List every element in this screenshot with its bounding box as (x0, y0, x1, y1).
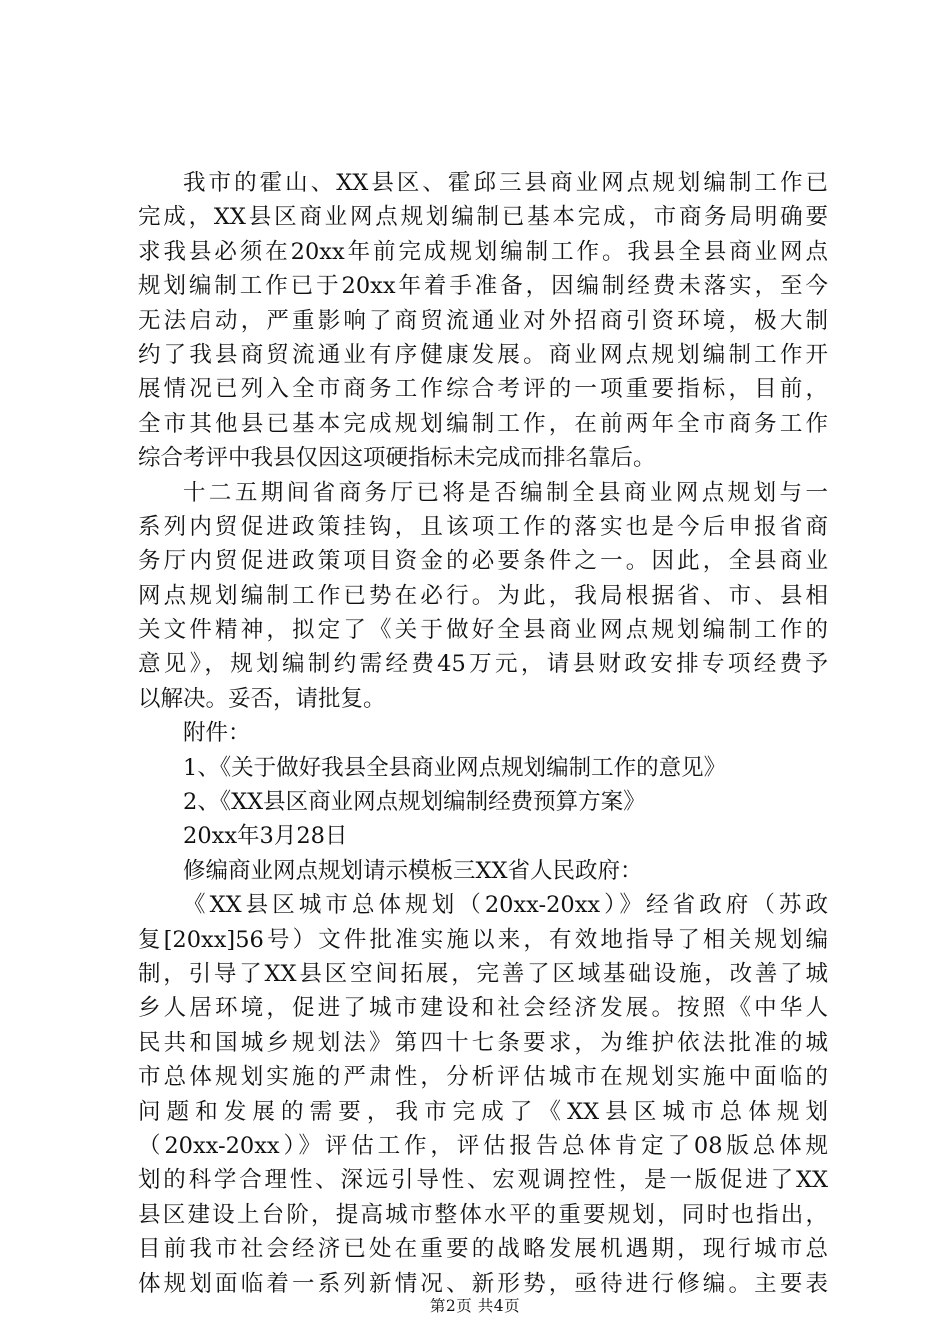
text-line: 划的科学合理性、深远引导性、宏观调控性，是一版促进了XX (138, 1167, 828, 1194)
text-line: 乡人居环境，促进了城市建设和社会经济发展。按照《中华人 (138, 995, 828, 1022)
text-line: 复[20xx]56号）文件批准实施以来，有效地指导了相关规划编 (138, 926, 828, 953)
text-line: 求我县必须在20xx年前完成规划编制工作。我县全县商业网点 (138, 238, 828, 265)
text-line: 制，引导了XX县区空间拓展，完善了区域基础设施，改善了城 (138, 960, 828, 987)
text-line: 20xx年3月28日 (183, 823, 348, 850)
text-line: 完成，XX县区商业网点规划编制已基本完成，市商务局明确要 (138, 204, 828, 231)
page-number-footer: 第2页 共4页 (429, 1297, 521, 1315)
text-line: 规划编制工作已于20xx年着手准备，因编制经费未落实，至今 (138, 273, 828, 300)
text-line: 约了我县商贸流通业有序健康发展。商业网点规划编制工作开 (138, 341, 828, 368)
text-line: 2、《XX县区商业网点规划编制经费预算方案》 (183, 789, 646, 816)
text-line: 以解决。妥否，请批复。 (138, 685, 386, 712)
text-line: 问题和发展的需要，我市完成了《XX县区城市总体规划 (138, 1098, 828, 1125)
text-line: 关文件精神，拟定了《关于做好全县商业网点规划编制工作的 (138, 617, 828, 644)
text-line: 网点规划编制工作已势在必行。为此，我局根据省、市、县相 (138, 582, 828, 609)
text-line: 展情况已列入全市商务工作综合考评的一项重要指标，目前， (138, 376, 828, 403)
text-line: 综合考评中我县仅因这项硬指标未完成而排名靠后。 (138, 445, 656, 472)
text-line: 《XX县区城市总体规划（20xx-20xx）》经省政府（苏政 (183, 892, 828, 919)
text-line: 无法启动，严重影响了商贸流通业对外招商引资环境，极大制 (138, 307, 828, 334)
text-line: 务厅内贸促进政策项目资金的必要条件之一。因此，全县商业 (138, 548, 828, 575)
text-line: （20xx-20xx）》评估工作，评估报告总体肯定了08版总体规 (138, 1132, 828, 1159)
text-line: 我市的霍山、XX县区、霍邱三县商业网点规划编制工作已 (183, 170, 828, 196)
text-line: 意见》，规划编制约需经费45万元，请县财政安排专项经费予 (138, 651, 828, 678)
text-line: 目前我市社会经济已处在重要的战略发展机遇期，现行城市总 (138, 1236, 828, 1263)
text-line: 县区建设上台阶，提高城市整体水平的重要规划，同时也指出， (138, 1201, 828, 1228)
document-body (138, 166, 828, 1301)
text-line: 系列内贸促进政策挂钩，且该项工作的落实也是今后申报省商 (138, 513, 828, 540)
text-line: 体规划面临着一系列新情况、新形势，亟待进行修编。主要表 (138, 1270, 828, 1297)
text-line: 市总体规划实施的严肃性，分析评估城市在规划实施中面临的 (138, 1064, 828, 1091)
text-line: 民共和国城乡规划法》第四十七条要求，为维护依法批准的城 (138, 1029, 828, 1056)
text-line: 十二五期间省商务厅已将是否编制全县商业网点规划与一 (183, 479, 828, 506)
text-line: 全市其他县已基本完成规划编制工作，在前两年全市商务工作 (138, 410, 828, 437)
text-line: 附件： (183, 720, 251, 747)
text-line: 修编商业网点规划请示模板三XX省人民政府： (183, 857, 643, 884)
text-line: 1、《关于做好我县全县商业网点规划编制工作的意见》 (183, 754, 727, 781)
